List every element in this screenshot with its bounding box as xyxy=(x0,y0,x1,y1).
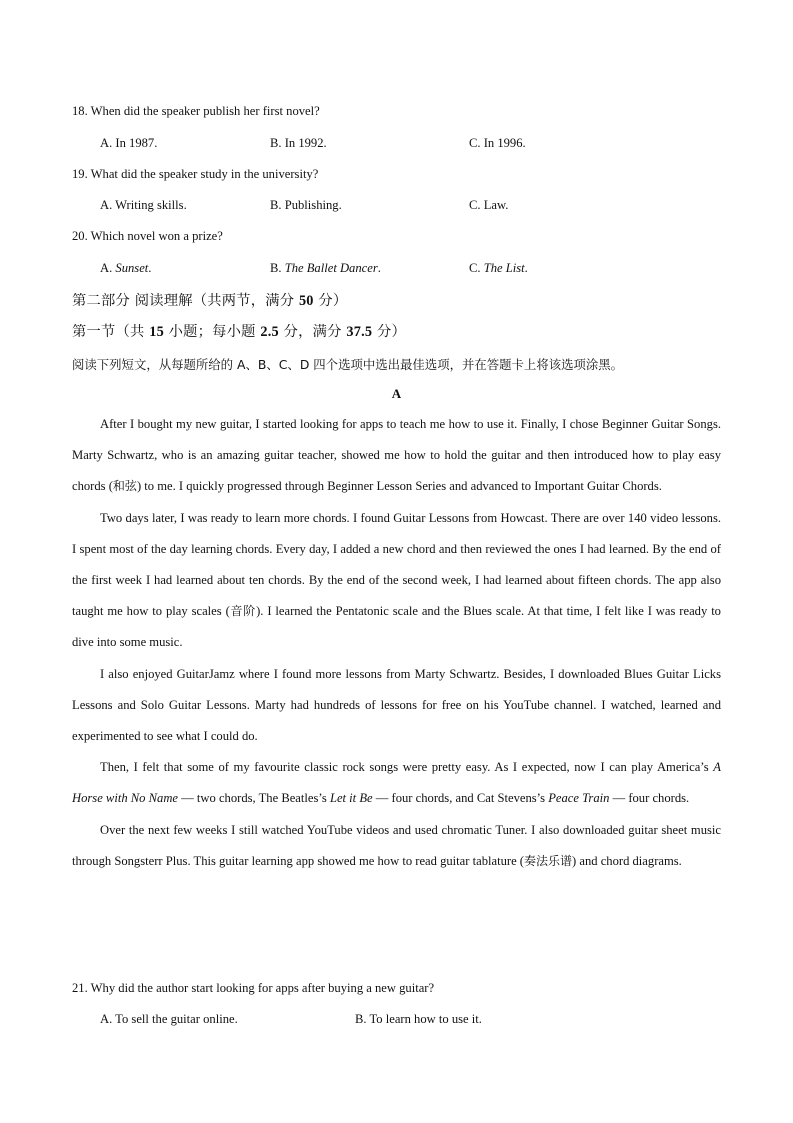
question-19-option-a: A. Writing skills. xyxy=(100,198,187,212)
paragraph-3: I also enjoyed GuitarJamz where I found more lessons from Marty Schwartz. Besides, I downloaded Blues Guitar Licks Lessons and Solo Guitar Lessons. Marty had hundreds of lessons for free on his YouTube channel. I watched, learned and experimented to see what I could do. xyxy=(72,666,721,744)
paragraph-2: Two days later, I was ready to learn more chords. I found Guitar Lessons from Howcast. There are over 140 video lessons. I spent most of the day learning chords. Every day, I added a new chord and then reviewed the ones I had learned. By the end of the first week I had learned about ten chords. By the end of the second week, I had learned about fifteen chords. The app also taught me how to play scales (音阶). I learned the Pentatonic scale and the Blues scale. At that time, I felt like I was ready to dive into some music. xyxy=(72,510,721,650)
question-21-stem: 21. Why did the author start looking for apps after buying a new guitar? xyxy=(72,981,435,995)
passage-label: A xyxy=(391,386,402,401)
question-18-option-a: A. In 1987. xyxy=(100,136,158,150)
passage-body xyxy=(72,409,721,877)
instructions: 阅读下列短文，从每题所给的 A、B、C、D 四个选项中选出最佳选项，并在答题卡上将该选项涂黑。 xyxy=(72,357,624,372)
question-19-stem: 19. What did the speaker study in the university? xyxy=(72,167,319,181)
question-19-option-c: C. Law. xyxy=(469,198,509,212)
question-20-stem: 20. Which novel won a prize? xyxy=(72,229,223,243)
section-1-heading: 第一节（共 15 小题；每小题 2.5 分，满分 37.5 分） xyxy=(72,324,406,340)
question-18-option-c: C. In 1996. xyxy=(469,136,526,150)
question-21-option-b: B. To learn how to use it. xyxy=(355,1012,482,1026)
question-21-option-a: A. To sell the guitar online. xyxy=(100,1012,238,1026)
part-2-heading: 第二部分 阅读理解（共两节，满分 50 分） xyxy=(72,293,348,309)
paragraph-5: Over the next few weeks I still watched YouTube videos and used chromatic Tuner. I also downloaded guitar sheet music through Songsterr Plus. This guitar learning app showed me how to read guitar tablature (奏法乐谱) and chord diagrams. xyxy=(72,822,721,868)
question-20-option-b: B. The Ballet Dancer. xyxy=(270,261,381,275)
question-18-option-b: B. In 1992. xyxy=(270,136,327,150)
question-18-stem: 18. When did the speaker publish her first novel? xyxy=(72,104,320,118)
paragraph-4: Then, I felt that some of my favourite classic rock songs were pretty easy. As I expected, now I can play America’s A Horse with No Name — two chords, The Beatles’s Let it Be — four chords, and Cat Stevens’s Peace Train — four chords. xyxy=(72,760,721,806)
question-19-option-b: B. Publishing. xyxy=(270,198,342,212)
question-20-option-a: A. Sunset. xyxy=(100,261,152,275)
paragraph-1: After I bought my new guitar, I started looking for apps to teach me how to use it. Finally, I chose Beginner Guitar Songs. Marty Schwartz, who is an amazing guitar teacher, showed me how to hold the guitar and then introduced how to play easy chords (和弦) to me. I quickly progressed through Beginner Lesson Series and advanced to Important Guitar Chords. xyxy=(72,417,721,494)
question-20-option-c: C. The List. xyxy=(469,261,528,275)
